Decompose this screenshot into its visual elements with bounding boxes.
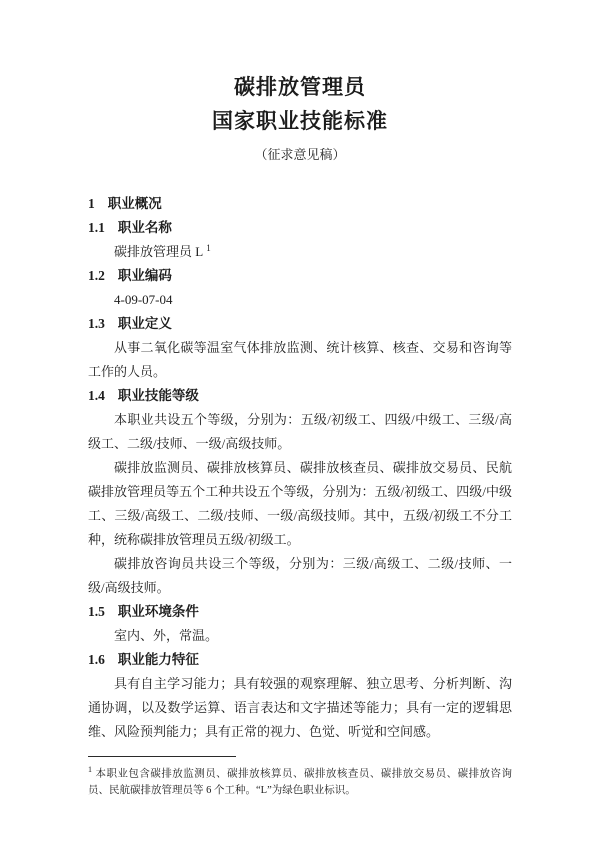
section-heading-1-3 (88, 312, 512, 336)
section-title: 职业名称 (117, 220, 172, 235)
footnote-marker: 1 (88, 765, 92, 774)
doc-title-line2: 国家职业技能标准 (212, 109, 388, 133)
environment-conditions-paragraph: 室内、外，常温。 (114, 628, 219, 643)
section-number: 1.6 (88, 652, 105, 667)
occupation-code-paragraph: 4-09-07-04 (114, 292, 173, 307)
section-title: 职业能力特征 (117, 652, 199, 667)
draft-note: （征求意见稿） (254, 147, 346, 162)
section-number: 1.2 (88, 268, 105, 283)
footnote-text: 本职业包含碳排放监测员、碳排放核算员、碳排放核查员、碳排放交易员、碳排放咨询员、民航碳排放管理员等 6 个工种。“L”为绿色职业标识。 (88, 768, 512, 796)
footnote-reference: 1 (206, 242, 211, 253)
section-number: 1.5 (88, 604, 105, 619)
occupation-definition-paragraph: 从事二氧化碳等温室气体排放监测、统计核算、核查、交易和咨询等工作的人员。 (88, 340, 512, 379)
section-number: 1.3 (88, 316, 105, 331)
section-title: 职业环境条件 (117, 604, 199, 619)
doc-title-line1: 碳排放管理员 (234, 75, 366, 99)
section-number: 1 (88, 196, 95, 211)
occupation-name-paragraph (88, 240, 512, 264)
footnote-block (88, 756, 512, 800)
footnote-divider (88, 756, 236, 757)
section-title: 职业技能等级 (117, 388, 199, 403)
section-heading-1-2 (88, 264, 512, 288)
skill-levels-paragraph-3: 碳排放咨询员共设三个等级，分别为：三级/高级工、二级/技师、一级/高级技师。 (88, 556, 512, 595)
title-block (88, 70, 512, 165)
skill-levels-paragraph-1: 本职业共设五个等级，分别为：五级/初级工、四级/中级工、三级/高级工、二级/技师、一级/高级技师。 (88, 412, 512, 451)
section-heading-1-6 (88, 648, 512, 672)
section-heading-1-1 (88, 216, 512, 240)
section-title: 职业定义 (117, 316, 172, 331)
document-body (88, 192, 512, 744)
section-heading-1-5 (88, 600, 512, 624)
skill-levels-paragraph-2: 碳排放监测员、碳排放核算员、碳排放核查员、碳排放交易员、民航碳排放管理员等五个工种共设五个等级，分别为：五级/初级工、四级/中级工、三级/高级工、二级/技师、一级/高级技师。其中，五级/初级工不分工种，统称碳排放管理员五级/初级工。 (88, 460, 512, 547)
section-number: 1.1 (88, 220, 105, 235)
section-heading-1 (88, 192, 512, 216)
footnote-text-paragraph (88, 762, 512, 800)
section-title: 职业概况 (107, 196, 162, 211)
occupation-name: 碳排放管理员 L (114, 244, 204, 259)
ability-traits-paragraph: 具有自主学习能力；具有较强的观察理解、独立思考、分析判断、沟通协调，以及数学运算、语言表达和文字描述等能力；具有一定的逻辑思维、风险预判能力；具有正常的视力、色觉、听觉和空间感。 (88, 676, 512, 739)
section-title: 职业编码 (117, 268, 172, 283)
section-heading-1-4 (88, 384, 512, 408)
section-number: 1.4 (88, 388, 105, 403)
